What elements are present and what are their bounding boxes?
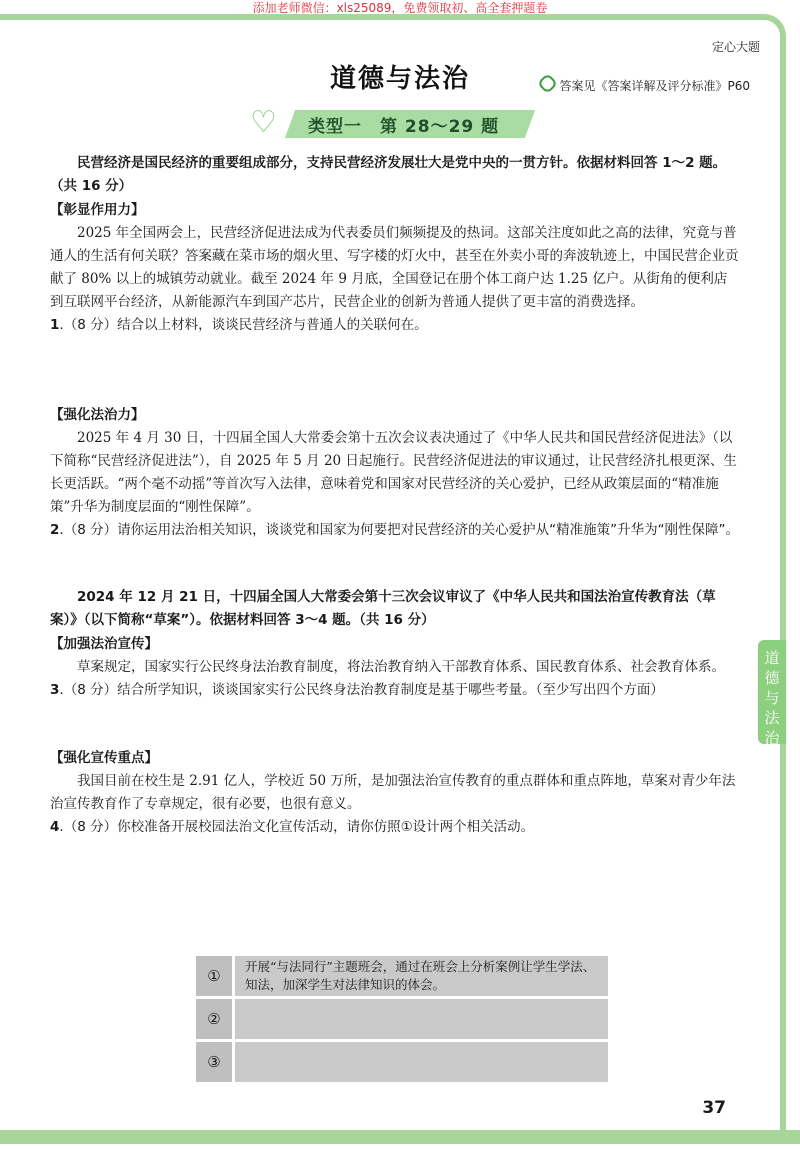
question-number: 4 — [50, 819, 60, 835]
material-text: 草案规定，国家实行公民终身法治教育制度，将法治教育纳入干部教育体系、国民教育体系、社会教育体系。 — [77, 659, 725, 675]
row-number: ③ — [196, 1042, 235, 1082]
banner-label: 类型一 第 28～29 题 — [308, 117, 500, 137]
link-icon — [537, 73, 558, 94]
activity-table — [196, 956, 608, 1085]
question-number: 3 — [50, 682, 60, 698]
activity-cell[interactable] — [235, 1042, 608, 1082]
question-text: .（8 分）结合以上材料，谈谈民营经济与普通人的关联何在。 — [59, 317, 428, 333]
question-4 — [50, 816, 740, 839]
question-number: 1 — [50, 317, 60, 333]
question-content — [50, 152, 740, 839]
row-number: ① — [196, 956, 235, 996]
question-text: .（8 分）请你运用法治相关知识，谈谈党和国家为何要把对民营经济的关心爱护从“精准施策”升华为“刚性保障”。 — [59, 522, 740, 538]
question-3 — [50, 679, 740, 702]
part2-intro: 2024 年 12 月 21 日，十四届全国人大常委会第十三次会议审议了《中华人民共和国法治宣传教育法（草案）》（以下简称“草案”）。依据材料回答 3～4 题。（共 16 分） — [50, 589, 716, 628]
activity-cell: 开展“与法同行”主题班会，通过在班会上分析案例让学生学法、知法，加深学生对法律知识的体会。 — [235, 956, 608, 996]
material-text: 2025 年 4 月 30 日，十四届全国人大常委会第十五次会议表决通过了《中华人民共和国民营经济促进法》（以下简称“民营经济促进法”），自 2025 年 5 月 20 日起施行。民营经济促进法的审议通过，让民营经济扎根更深、生长更活跃。“两个毫不动摇”等首次写入法律，意味着党和国家对民营经济的关心爱护，已经从政策层面的“精准施策”升华为制度层面的“刚性保障”。 — [50, 430, 737, 515]
bottom-bar — [0, 1130, 800, 1144]
question-text: .（8 分）你校准备开展校园法治文化宣传活动，请你仿照①设计两个相关活动。 — [59, 819, 535, 835]
corner-tag: 定心大题 — [711, 40, 760, 54]
question-number: 2 — [50, 522, 60, 538]
section-title: 【加强法治宣传】 — [50, 636, 158, 652]
heart-icon: ♡ — [250, 105, 277, 140]
section-title: 【强化宣传重点】 — [50, 750, 158, 766]
question-text: .（8 分）结合所学知识，谈谈国家实行公民终身法治教育制度是基于哪些考量。（至少写出四个方面） — [59, 682, 664, 698]
activity-cell[interactable] — [235, 999, 608, 1039]
part1-intro: 民营经济是国民经济的重要组成部分，支持民营经济发展壮大是党中央的一贯方针。依据材料回答 1～2 题。（共 16 分） — [50, 155, 727, 194]
answer-reference — [540, 76, 750, 94]
side-tab: 道德与法治 — [758, 640, 786, 744]
row-number: ② — [196, 999, 235, 1039]
answer-space — [50, 542, 740, 586]
question-2 — [50, 519, 740, 542]
section-title: 【强化法治力】 — [50, 407, 145, 423]
answer-space — [50, 337, 740, 403]
table-row — [196, 999, 608, 1042]
material-text: 我国目前在校生是 2.91 亿人，学校近 50 万所，是加强法治宣传教育的重点群体和重点阵地，草案对青少年法治宣传教育作了专章规定，很有必要，也很有意义。 — [50, 773, 736, 812]
answer-reference-text: 答案见《答案详解及评分标准》P60 — [559, 79, 750, 93]
section-title: 【彰显作用力】 — [50, 202, 145, 218]
table-row — [196, 956, 608, 999]
watermark: 添加老师微信：xls25089，免费领取初、高全套押题卷 — [252, 1, 548, 15]
question-1 — [50, 314, 740, 337]
table-row — [196, 1042, 608, 1085]
page-number: 37 — [702, 1098, 726, 1118]
type-banner — [250, 106, 550, 140]
material-text: 2025 年全国两会上，民营经济促进法成为代表委员们频频提及的热词。这部关注度如此之高的法律，究竟与普通人的生活有何关联？答案藏在菜市场的烟火里、写字楼的灯火中，甚至在外卖小哥的奔波轨迹上，中国民营企业贡献了 80% 以上的城镇劳动就业。截至 2024 年 9 月底，全国登记在册个体工商户达 1.25 亿户。从街角的便利店到互联网平台经济，从新能源汽车到国产芯片，民营企业的创新为普通人提供了更丰富的消费选择。 — [50, 225, 739, 310]
page-title: 道德与法治 — [329, 64, 470, 94]
answer-space — [50, 702, 740, 746]
